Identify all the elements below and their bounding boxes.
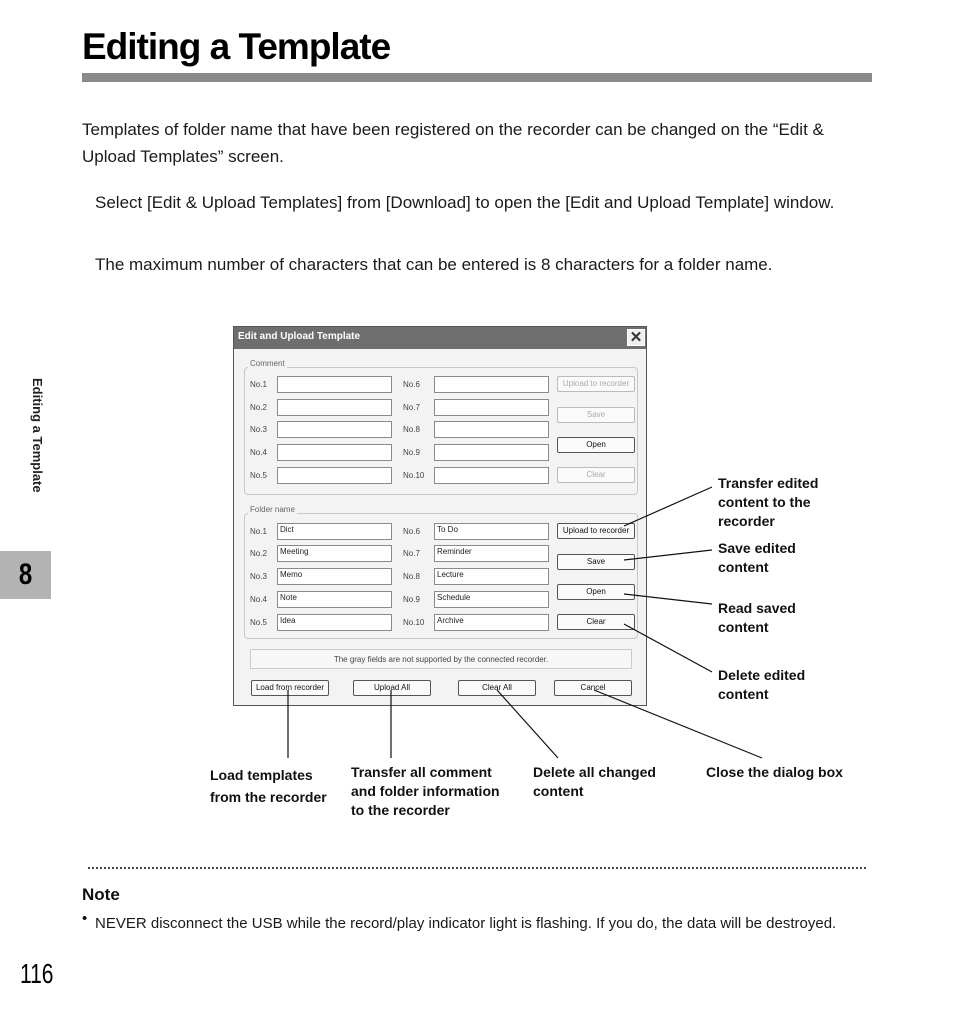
cancel-button[interactable]: Cancel	[554, 680, 632, 696]
comment-label: No.6	[403, 380, 420, 389]
note-bullet: •	[82, 910, 88, 927]
leader-line	[624, 550, 712, 560]
callout-delete-edited	[718, 666, 805, 704]
callout-save-edited	[718, 539, 796, 577]
page-title: Editing a Template	[82, 26, 391, 67]
load-from-recorder-button[interactable]: Load from recorder	[251, 680, 329, 696]
comment-label: No.9	[403, 448, 420, 457]
intro-paragraph: Templates of folder name that have been registered on the recorder can be changed on the “Edit & Upload Templates” screen.	[82, 120, 824, 166]
note-heading: Note	[82, 885, 120, 904]
folder-name-group-legend: Folder name	[250, 505, 295, 514]
folder-label: No.4	[250, 595, 267, 604]
folder-name-field[interactable]: Archive	[434, 614, 549, 631]
notice-text: The gray fields are not supported by the connected recorder.	[333, 655, 549, 664]
folder-label: No.7	[403, 549, 420, 558]
comment-label: No.7	[403, 403, 420, 412]
page-number: 116	[20, 958, 54, 989]
folder-save-button[interactable]: Save	[557, 554, 635, 570]
note-text: NEVER disconnect the USB while the record/play indicator light is flashing. If you do, the data will be destroyed.	[95, 915, 837, 932]
callout-transfer-all	[351, 763, 500, 820]
leader-line	[497, 690, 558, 758]
callout-line-text: Save edited	[718, 540, 796, 556]
folder-label: No.2	[250, 549, 267, 558]
callout-transfer-edited	[718, 474, 818, 531]
chapter-number: 8	[18, 558, 33, 591]
folder-open-button[interactable]: Open	[557, 584, 635, 600]
comment-open-button[interactable]: Open	[557, 437, 635, 453]
folder-label: No.1	[250, 527, 267, 536]
folder-name-field[interactable]: Idea	[277, 614, 392, 631]
folder-label: No.10	[403, 618, 425, 627]
comment-label: No.10	[403, 471, 425, 480]
folder-label: No.6	[403, 527, 420, 536]
comment-label: No.4	[250, 448, 267, 457]
leader-line	[624, 487, 712, 526]
leader-line	[624, 624, 712, 672]
callout-line-text: content	[718, 559, 769, 575]
folder-upload-button[interactable]: Upload to recorder	[557, 523, 635, 539]
callout-line-text: content	[718, 619, 769, 635]
callout-line-text: from the recorder	[210, 789, 327, 805]
dialog-title: Edit and Upload Template	[238, 331, 361, 342]
callout-line-text: content	[533, 783, 584, 799]
folder-label: No.5	[250, 618, 267, 627]
callout-line-text: Close the dialog box	[706, 764, 843, 780]
callout-delete-all	[533, 763, 656, 801]
step-2-text: The maximum number of characters that can be entered is 8 characters for a folder name.	[95, 255, 773, 274]
comment-clear-button[interactable]: Clear	[557, 467, 635, 483]
callout-line-text: Delete edited	[718, 667, 806, 683]
close-icon[interactable]: ✕	[627, 329, 645, 346]
folder-name-field[interactable]: Meeting	[277, 545, 392, 562]
side-tab-label: Editing a Template	[30, 378, 45, 493]
folder-label: No.9	[403, 595, 420, 604]
leader-line	[624, 594, 712, 604]
comment-save-button[interactable]: Save	[557, 407, 635, 423]
folder-name-field[interactable]: Schedule	[434, 591, 549, 608]
callout-line-text: Delete all changed	[533, 764, 656, 780]
folder-clear-button[interactable]: Clear	[557, 614, 635, 630]
callout-line-text: Transfer all comment	[351, 764, 492, 780]
callout-line-text: and folder information	[351, 783, 500, 799]
comment-upload-button[interactable]: Upload to recorder	[557, 376, 635, 392]
folder-name-field[interactable]: Memo	[277, 568, 392, 585]
upload-all-button[interactable]: Upload All	[353, 680, 431, 696]
comment-label: No.2	[250, 403, 267, 412]
note-divider	[88, 867, 866, 869]
callout-line-text: Read saved	[718, 600, 796, 616]
comment-label: No.1	[250, 380, 267, 389]
comment-group-legend: Comment	[250, 359, 285, 368]
folder-name-field[interactable]: Reminder	[434, 545, 549, 562]
callout-line-text: Transfer edited	[718, 475, 819, 491]
callout-close-dialog	[706, 763, 843, 782]
clear-all-button[interactable]: Clear All	[458, 680, 536, 696]
folder-name-field[interactable]: Dict	[277, 523, 392, 540]
step-1-text: Select [Edit & Upload Templates] from [Download] to open the [Edit and Upload Template] window.	[95, 193, 835, 212]
folder-name-field[interactable]: To Do	[434, 523, 549, 540]
callout-load-templates	[210, 764, 327, 808]
callout-line-text: to the recorder	[351, 802, 450, 818]
comment-label: No.8	[403, 425, 420, 434]
callout-line-text: content	[718, 686, 769, 702]
callout-line-text: Load templates	[210, 767, 313, 783]
comment-label: No.5	[250, 471, 267, 480]
comment-label: No.3	[250, 425, 267, 434]
folder-label: No.3	[250, 572, 267, 581]
callout-line-text: recorder	[718, 513, 775, 529]
callout-read-saved	[718, 599, 796, 637]
callout-line-text: content to the	[718, 494, 811, 510]
folder-label: No.8	[403, 572, 420, 581]
folder-name-field[interactable]: Note	[277, 591, 392, 608]
folder-name-field[interactable]: Lecture	[434, 568, 549, 585]
